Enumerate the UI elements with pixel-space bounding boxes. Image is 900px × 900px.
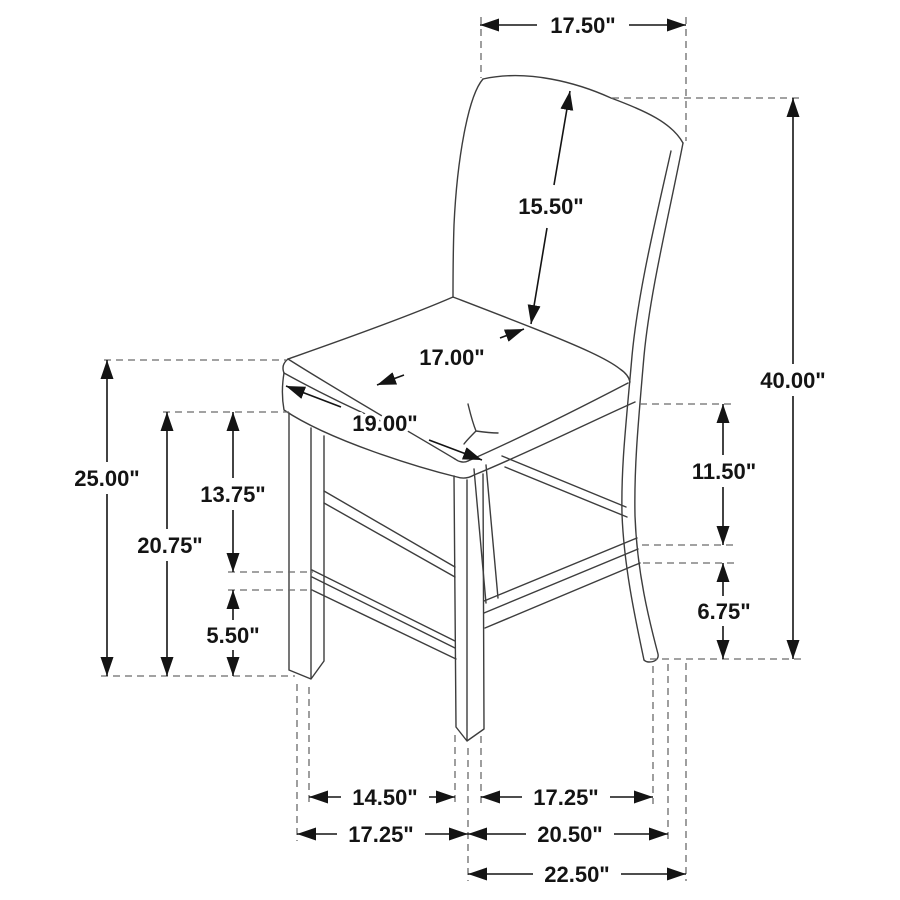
seat-front-left-edge [288, 359, 455, 459]
dim-label-stretcher-to-floor: 5.50" [206, 623, 260, 648]
front-stretcher [312, 570, 456, 659]
left-side-stretcher [324, 491, 455, 577]
backrest-right-outer-edge [635, 143, 683, 662]
dim-side-stretcher-to-floor [697, 563, 750, 659]
dim-label-seat-height: 25.00" [74, 466, 140, 491]
dim-overall-height [760, 98, 825, 659]
dim-underside-to-stretcher [200, 412, 265, 572]
dim-label-top-back-width: 17.50" [550, 13, 616, 38]
dim-label-bottom-right-inner: 17.25" [533, 785, 599, 810]
dim-seat-height [74, 360, 139, 676]
seat-front-right-edge [468, 383, 628, 461]
dim-label-bottom-right-outer: 20.50" [537, 822, 603, 847]
dim-seat-to-side-stretcher [692, 404, 756, 545]
dim-seat-width [286, 386, 482, 460]
dim-label-underside-to-stretcher: 13.75" [200, 482, 266, 507]
dim-bottom-right-outer [468, 822, 668, 847]
front-right-leg [454, 474, 484, 741]
dim-seat-depth [377, 329, 524, 385]
dim-seat-underside-height [137, 412, 202, 676]
chair-backrest [453, 76, 683, 662]
dim-label-bottom-left-inner: 14.50" [352, 785, 418, 810]
dim-top-back-width [480, 13, 686, 38]
dim-label-seat-depth: 17.00" [419, 345, 485, 370]
dim-bottom-right-overall [468, 862, 686, 887]
dim-label-seat-width: 19.00" [352, 411, 418, 436]
dim-stretcher-to-floor [206, 590, 259, 676]
backrest-right-inner-edge [622, 151, 671, 660]
dimensions [74, 13, 825, 887]
dim-label-bottom-right-overall: 22.50" [544, 862, 610, 887]
front-left-leg [289, 413, 324, 679]
back-stretcher [502, 456, 627, 517]
dim-label-seat-to-side-stretcher: 11.50" [691, 459, 757, 484]
dim-label-side-stretcher-to-floor: 6.75" [697, 599, 751, 624]
seat-left-corner [283, 359, 288, 373]
right-side-stretcher [484, 538, 640, 628]
dim-bottom-right-inner [481, 785, 653, 810]
backrest-top-edge [483, 76, 683, 143]
rear-left-leg [474, 465, 498, 603]
seat-crease [464, 404, 498, 444]
seat-front-corner [455, 459, 468, 462]
dim-label-bottom-left-outer: 17.25" [348, 822, 414, 847]
dim-bottom-left-inner [309, 785, 455, 810]
dim-label-overall-height: 40.00" [760, 368, 826, 393]
dim-back-length [518, 91, 583, 324]
dim-bottom-left-outer [297, 822, 468, 847]
backrest-left-edge [453, 79, 483, 297]
chair-drawing [283, 76, 684, 741]
dim-label-back-length: 15.50" [518, 194, 584, 219]
dim-label-seat-underside-height: 20.75" [137, 533, 203, 558]
